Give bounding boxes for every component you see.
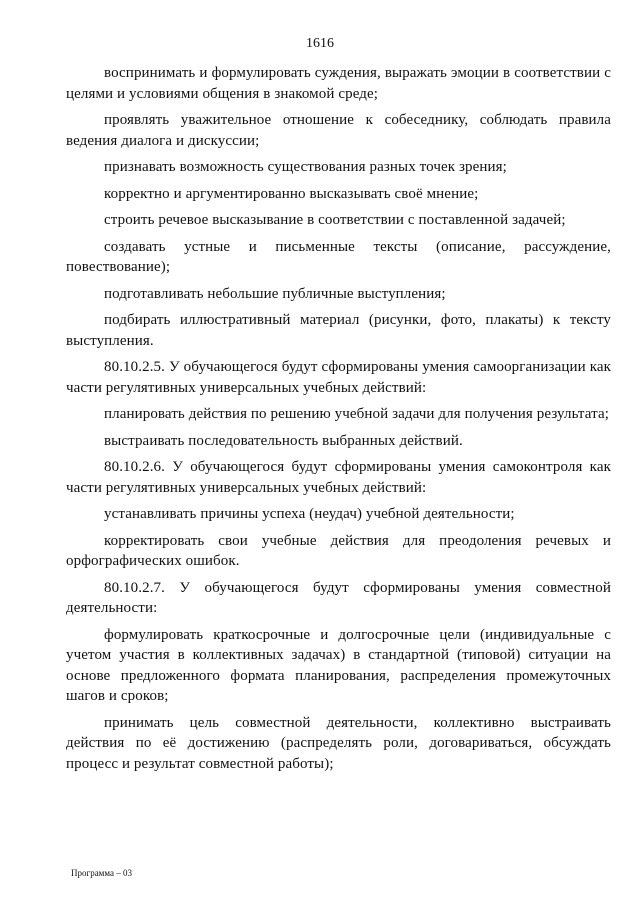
paragraph: планировать действия по решению учебной задачи для получения результата; xyxy=(104,406,610,422)
section-paragraph-80-10-2-5: 80.10.2.5. У обучающегося будут сформированы умения самоорганизации как части регулятивных универсальных учебных действий: xyxy=(66,359,611,396)
section-paragraph-80-10-2-7: 80.10.2.7. У обучающегося будут сформированы умения совместной деятельности: xyxy=(66,579,611,616)
page-number: 1616 xyxy=(306,36,334,51)
paragraph: принимать цель совместной деятельности, коллективно выстраивать действия по её достижению (распределять роли, договариваться, обсуждать процесс и результат совместной работы); xyxy=(66,714,611,772)
paragraph: формулировать краткосрочные и долгосрочные цели (индивидуальные с учетом участия в коллективных задачах) в стандартной (типовой) ситуации на основе предложенного формата планирования, распределения промежуточных шагов и сроков; xyxy=(66,626,611,704)
paragraph: строить речевое высказывание в соответствии с поставленной задачей; xyxy=(104,212,566,228)
paragraph: создавать устные и письменные тексты (описание, рассуждение, повествование); xyxy=(66,238,611,275)
paragraph: подготавливать небольшие публичные выступления; xyxy=(104,285,446,302)
page-footer: Программа – 03 xyxy=(71,868,133,878)
paragraph: проявлять уважительное отношение к собеседнику, соблюдать правила ведения диалога и дискуссии; xyxy=(66,112,611,149)
paragraph: устанавливать причины успеха (неудач) учебной деятельности; xyxy=(104,506,515,522)
body-text xyxy=(66,63,611,780)
paragraph: признавать возможность существования разных точек зрения; xyxy=(104,159,507,175)
paragraph: подбирать иллюстративный материал (рисунки, фото, плакаты) к тексту выступления. xyxy=(66,312,611,349)
paragraph: корректировать свои учебные действия для преодоления речевых и орфографических ошибок. xyxy=(66,532,611,569)
section-paragraph-80-10-2-6: 80.10.2.6. У обучающегося будут сформированы умения самоконтроля как части регулятивных универсальных учебных действий: xyxy=(66,459,611,496)
paragraph: выстраивать последовательность выбранных действий. xyxy=(104,432,463,449)
paragraph: воспринимать и формулировать суждения, выражать эмоции в соответствии с целями и условиями общения в знакомой среде; xyxy=(66,65,611,102)
paragraph: корректно и аргументированно высказывать своё мнение; xyxy=(104,185,479,202)
